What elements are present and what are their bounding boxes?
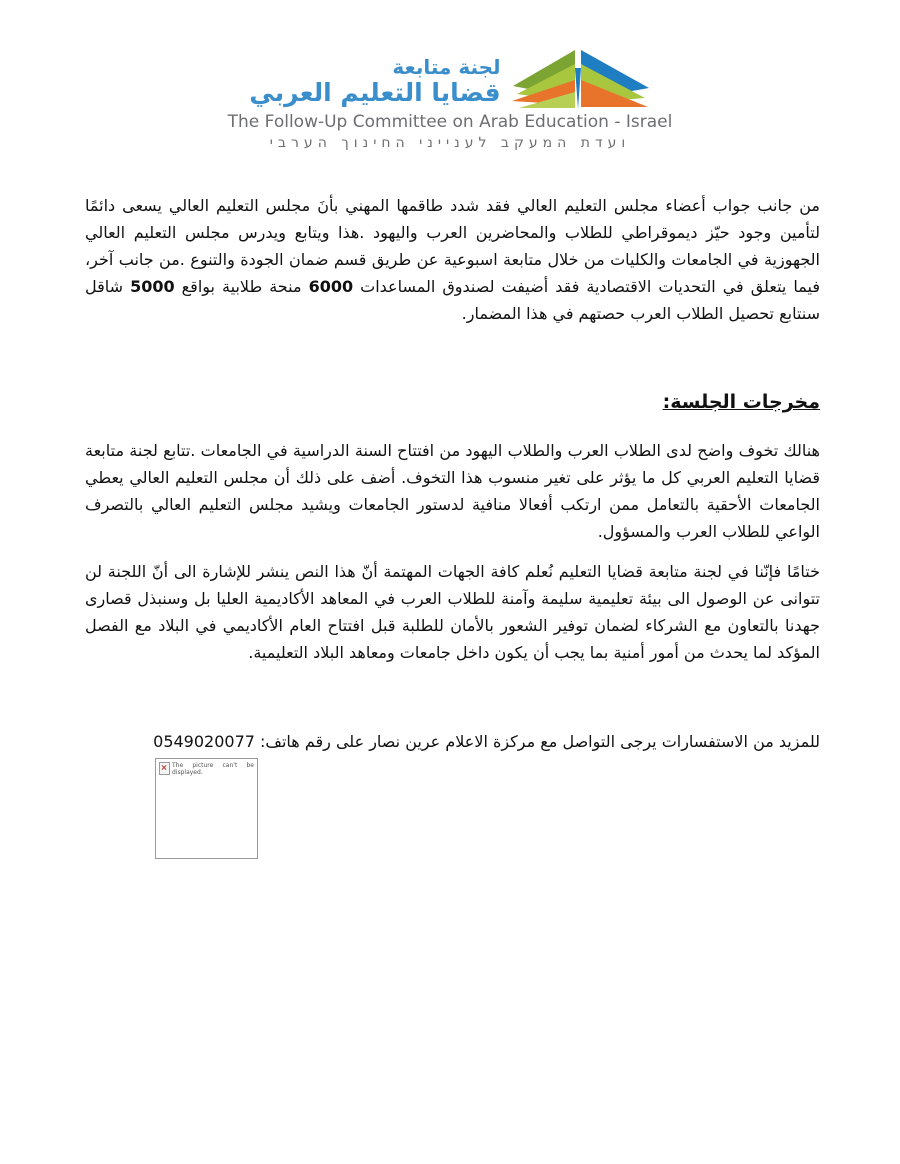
paragraph-intro bbox=[85, 192, 820, 327]
logo-arabic-line1: لجنة متابعة bbox=[392, 55, 501, 80]
broken-image-row bbox=[159, 762, 254, 776]
logo-arabic-title bbox=[249, 56, 500, 110]
logo-arabic-line2: قضايا التعليم العربي bbox=[249, 78, 501, 108]
logo-top-row bbox=[249, 48, 650, 110]
contact-text: للمزيد من الاستفسارات يرجى التواصل مع مركزة الاعلام عرين نصار على رقم هاتف: bbox=[254, 732, 820, 751]
paragraph-intro-text-1: من جانب جواب أعضاء مجلس التعليم العالي فقد شدد طاقمها المهني بأنَ مجلس التعليم العالي يسعى دائمًا لتأمين وجود حيّز ديموقراطي للطلاب والمحاضرين العرب واليهود .هذا ويتابع ويدرس مجلس التعليم العالي الجهوزية في الجامعات والكليات من خلال متابعة اسبوعية عن طريق قسم ضمان الجودة والتنوع .من جانب آخر، فيما يتعلق في التحديات الاقتصادية فقد أضيفت لصندوق المساعدات bbox=[85, 196, 820, 296]
broken-image-icon bbox=[159, 762, 170, 775]
grant-amount-value: 5000 bbox=[130, 277, 175, 296]
paragraph-outcomes-1: هنالك تخوف واضح لدى الطلاب العرب والطلاب اليهود من افتتاح السنة الدراسية في الجامعات .تتابع لجنة متابعة قضايا التعليم العربي كل ما يؤثر على تغير منسوب هذا التخوف. أضف على ذلك أن مجلس التعليم العالي يعطي الجامعات الأحقية بالتعامل ممن ارتكب أفعالا منافية لدستور الجامعات ويشيد مجلس التعليم العالي بالتصرف الواعي للطلاب العرب والمسؤول. bbox=[85, 441, 820, 541]
paragraph-intro-text-3: شاقل سنتابع تحصيل الطلاب العرب حصتهم في هذا المضمار. bbox=[85, 277, 820, 323]
broken-image-text: The picture can't be displayed. bbox=[172, 762, 254, 776]
letterhead-logo bbox=[0, 48, 900, 151]
paragraph-intro-text-2: منحة طلابية بواقع bbox=[174, 277, 309, 296]
paragraph-outcomes-2: ختامًا فإنّنا في لجنة متابعة قضايا التعليم نُعلم كافة الجهات المهتمة أنّ هذا النص ينشر للإشارة الى أنّ اللجنة لن تتوانى عن الوصول الى بيئة تعليمية سليمة وآمنة للطلاب العرب في المعاهد الأكاديمية العليا بل وسنبذل قصارى جهدنا بالتعاون مع الشركاء لضمان توفير الشعور بالأمان للطلبة قبل افتتاح العام الأكاديمي في البلاد مع الفصل المؤكد لما يحدث من أمور أمنية بما يجب أن يكون داخل جامعات ومعاهد البلاد التعليمية. bbox=[85, 562, 820, 662]
grants-count-value: 6000 bbox=[308, 277, 354, 296]
document-body bbox=[85, 192, 820, 859]
contact-phone-number: 0549020077 bbox=[153, 732, 255, 751]
section-heading-session-outcomes: مخرجات الجلسة: bbox=[662, 391, 820, 413]
broken-image-placeholder bbox=[155, 758, 258, 859]
logo-english-title: The Follow-Up Committee on Arab Education - Israel bbox=[227, 112, 673, 132]
contact-line bbox=[85, 728, 820, 755]
open-book-icon bbox=[511, 48, 651, 110]
logo-hebrew-title: ועדת המעקב לענייני החינוך הערבי bbox=[269, 135, 631, 151]
